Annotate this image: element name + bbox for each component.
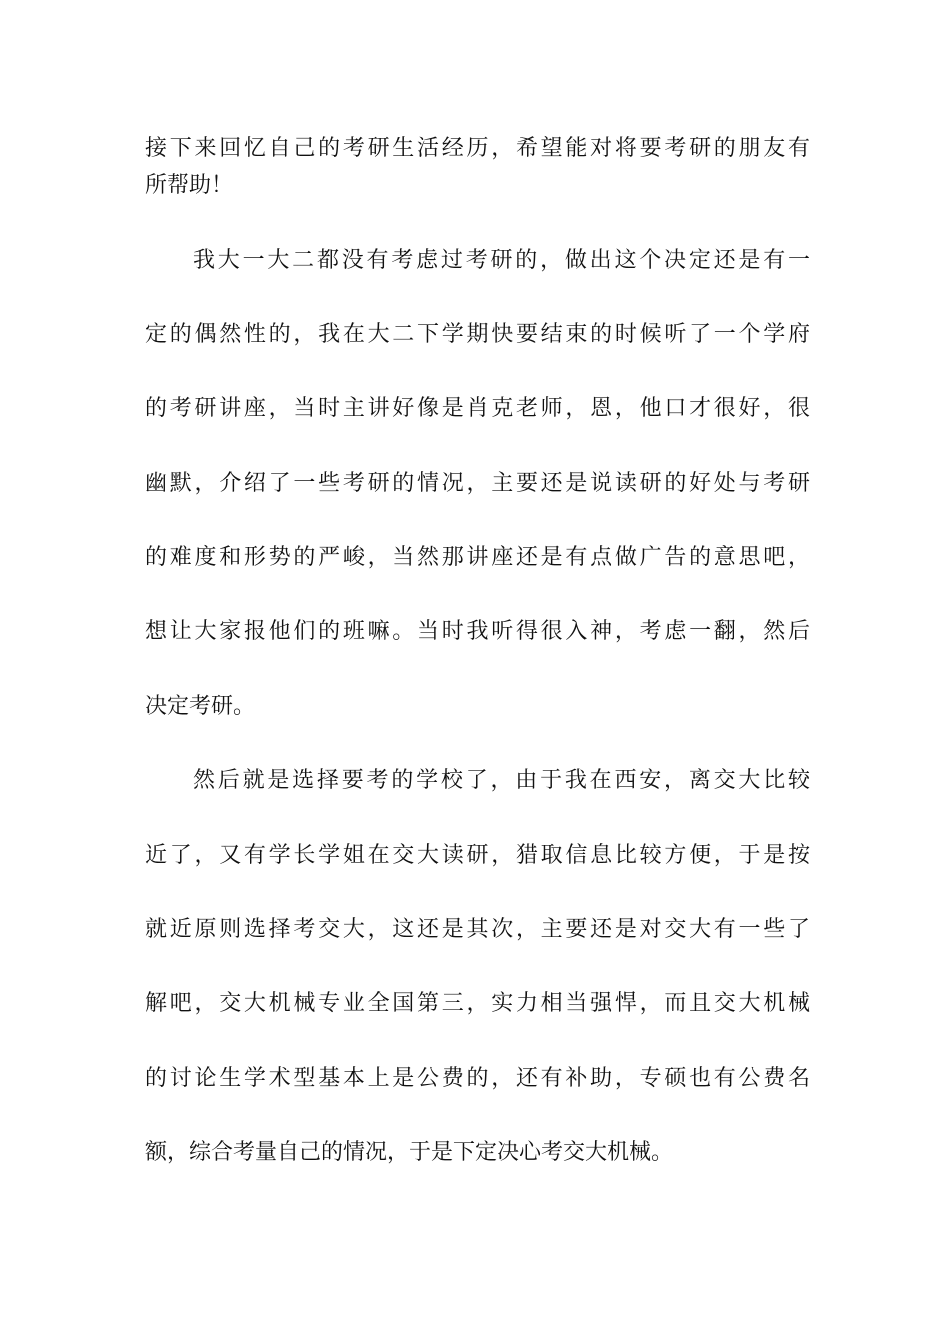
line-gap [145, 948, 810, 985]
line-gap [145, 576, 810, 613]
text-line: 的考研讲座，当时主讲好像是肖克老师，恩，他口才很好，很 [145, 396, 810, 422]
text-line: 的难度和形势的严峻，当然那讲座还是有点做广告的意思吧， [145, 545, 810, 571]
line-gap [145, 799, 810, 836]
text-line: 所帮助！ [145, 173, 234, 199]
text-line: 决定考研。 [145, 693, 256, 719]
paragraph-3 [145, 762, 810, 1171]
line-gap [145, 428, 810, 465]
text-line: 的讨论生学术型基本上是公费的，还有补助，专硕也有公费名 [145, 1065, 810, 1091]
paragraph-gap [145, 204, 810, 241]
text-line: 想让大家报他们的班嘛。当时我听得很入神，考虑一翻，然后 [145, 619, 810, 645]
text-line: 接下来回忆自己的考研生活经历，希望能对将要考研的朋友有 [145, 136, 810, 161]
line-gap [145, 279, 810, 316]
paragraph-2 [145, 242, 810, 725]
paragraph-1 [145, 130, 810, 204]
document-body [145, 130, 810, 1171]
text-line: 幽默，介绍了一些考研的情况，主要还是说读研的好处与考研 [145, 470, 810, 496]
text-line: 然后就是选择要考的学校了，由于我在西安，离交大比较 [193, 768, 810, 794]
line-gap [145, 1097, 810, 1134]
paragraph-gap [145, 725, 810, 762]
text-line: 我大一大二都没有考虑过考研的，做出这个决定还是有一 [193, 247, 810, 273]
line-gap [145, 874, 810, 911]
line-gap [145, 353, 810, 390]
line-gap [145, 502, 810, 539]
text-line: 近了，又有学长学姐在交大读研，猎取信息比较方便，于是按 [145, 842, 810, 868]
line-gap [145, 651, 810, 688]
text-line: 定的偶然性的，我在大二下学期快要结束的时候听了一个学府 [145, 321, 810, 347]
text-line: 额，综合考量自己的情况，于是下定决心考交大机械。 [145, 1140, 674, 1166]
text-line: 就近原则选择考交大，这还是其次，主要还是对交大有一些了 [145, 916, 810, 942]
line-gap [145, 1023, 810, 1060]
text-line: 解吧，交大机械专业全国第三，实力相当强悍，而且交大机械 [145, 991, 810, 1017]
